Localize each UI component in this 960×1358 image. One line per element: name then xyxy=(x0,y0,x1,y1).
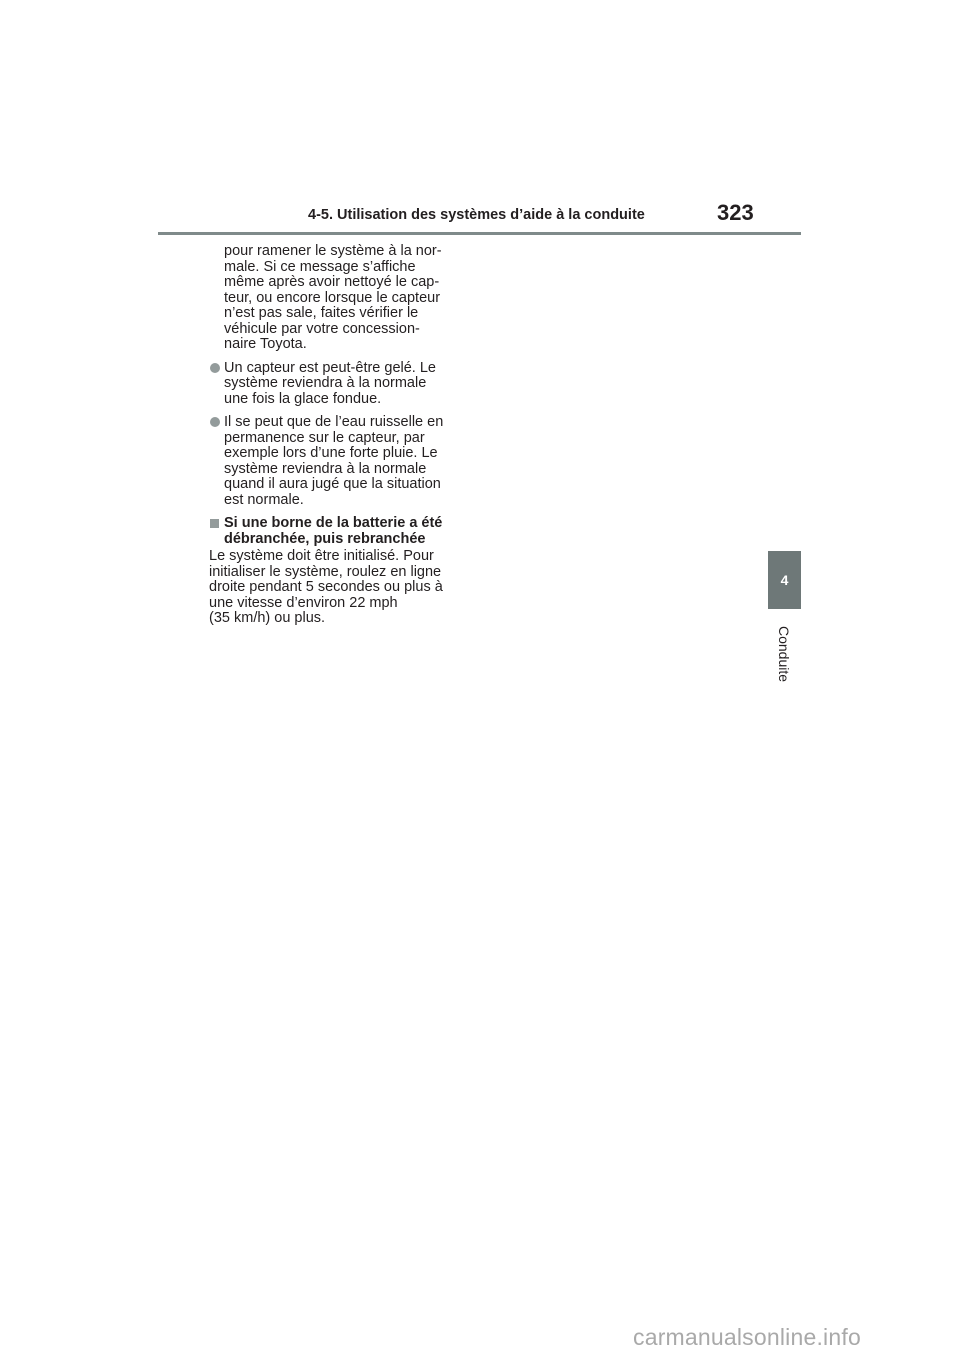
text-line: n’est pas sale, faites vérifier le xyxy=(224,305,419,321)
text-line: véhicule par votre concession- xyxy=(224,320,420,337)
bullet-dot-icon xyxy=(210,363,220,373)
header-rule xyxy=(158,232,801,235)
chapter-tab[interactable] xyxy=(768,551,801,609)
text-line: quand il aura jugé que la situation xyxy=(224,476,441,492)
body-paragraph xyxy=(209,549,471,627)
page-number: 323 xyxy=(717,200,754,225)
chapter-label-container xyxy=(768,618,801,690)
text-line: est normale. xyxy=(224,491,304,508)
section-title: 4-5. Utilisation des systèmes d’aide à la conduite xyxy=(308,207,645,223)
bullet-item xyxy=(209,415,471,508)
chapter-number: 4 xyxy=(780,572,789,588)
text-line: débranchée, puis rebranchée xyxy=(224,530,426,547)
text-line: teur, ou encore lorsque le capteur xyxy=(224,289,441,306)
text-line: même après avoir nettoyé le cap- xyxy=(224,274,440,290)
text-line: Le système doit être initialisé. Pour xyxy=(209,548,434,564)
text-line: (35 km/h) ou plus. xyxy=(209,610,326,626)
text-line: système reviendra à la normale xyxy=(224,460,427,477)
chapter-label: Conduite xyxy=(776,625,793,683)
bullet-dot-icon xyxy=(210,417,220,427)
text-line: Il se peut que de l’eau ruisselle en xyxy=(224,414,444,430)
text-line: male. Si ce message s’affiche xyxy=(224,258,416,275)
text-line: Si une borne de la batterie a été xyxy=(224,515,443,531)
text-line: une vitesse d’environ 22 mph xyxy=(209,594,398,611)
text-line: système reviendra à la normale xyxy=(224,375,427,391)
text-line: naire Toyota. xyxy=(224,336,307,352)
square-bullet-icon xyxy=(210,519,219,528)
main-content xyxy=(209,244,471,635)
watermark[interactable]: carmanualsonline.info xyxy=(633,1324,861,1350)
text-line: Un capteur est peut-être gelé. Le xyxy=(224,359,436,376)
text-line: une fois la glace fondue. xyxy=(224,390,382,407)
intro-paragraph xyxy=(209,244,471,353)
text-line: droite pendant 5 secondes ou plus à xyxy=(209,579,443,595)
subheading xyxy=(209,516,471,547)
bullet-item xyxy=(209,361,471,408)
text-line: initialiser le système, roulez en ligne xyxy=(209,563,442,580)
text-line: exemple lors d’une forte pluie. Le xyxy=(224,445,438,461)
text-line: permanence sur le capteur, par xyxy=(224,429,425,446)
text-line: pour ramener le système à la nor- xyxy=(224,243,442,259)
